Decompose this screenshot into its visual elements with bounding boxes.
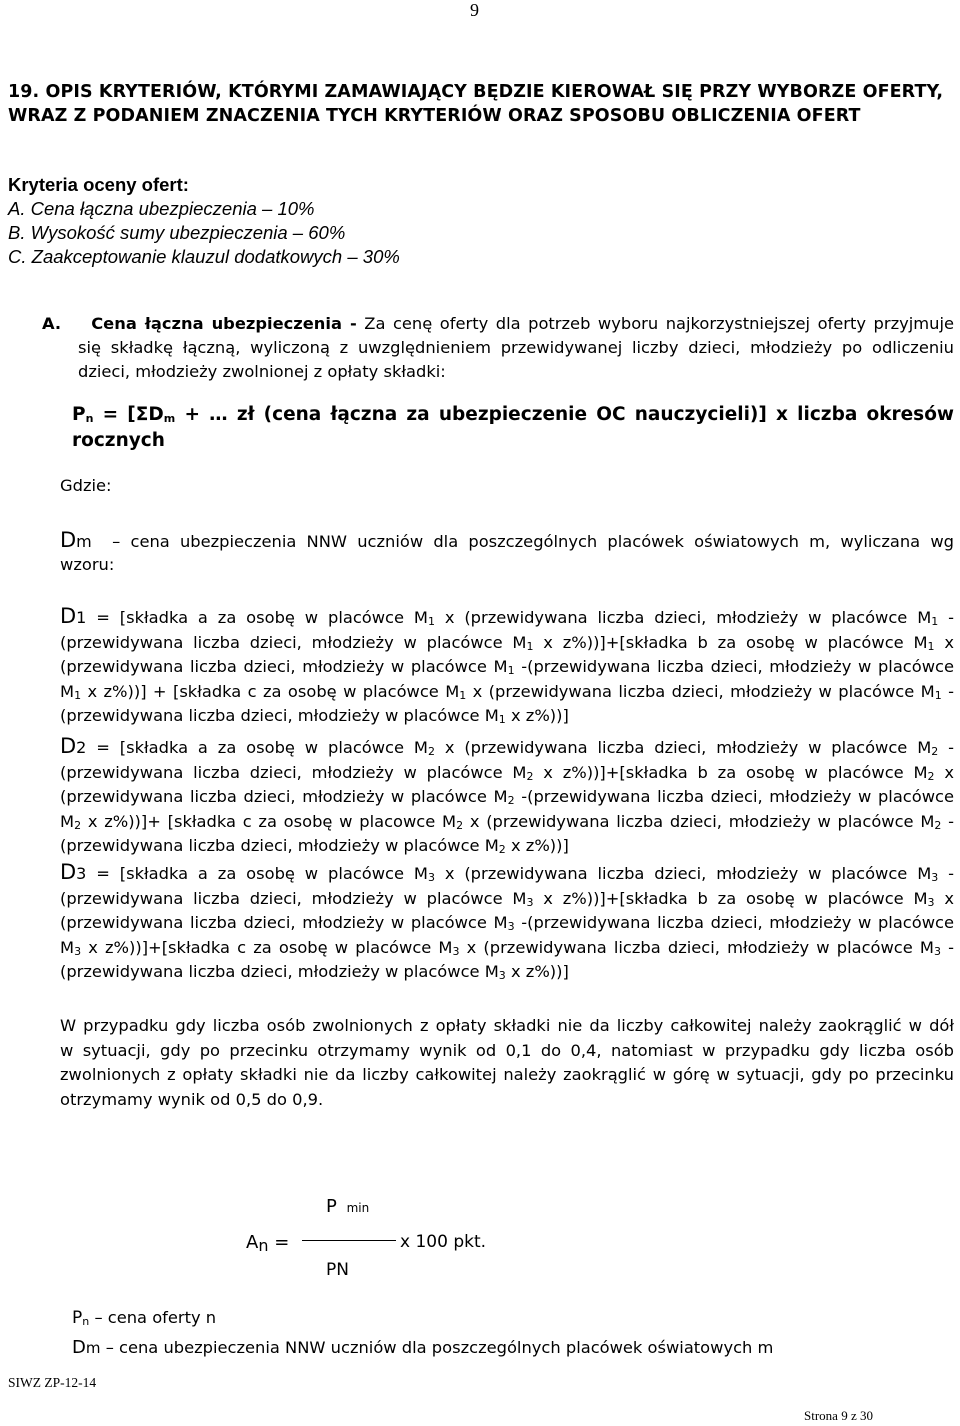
criteria-item-a: A. Cena łączna ubezpieczenia – 10% <box>8 198 315 219</box>
d1-l1c: - <box>948 608 954 627</box>
criteria-item-b: B. Wysokość sumy ubezpieczenia – 60% <box>8 222 346 243</box>
d1-m: 1 <box>498 713 506 726</box>
d3-l5b: x z%))] <box>510 962 569 981</box>
legend-pn-symbol: P <box>72 1308 83 1328</box>
d3-l5a: (przewidywana liczba dzieci, młodzieży w placówce M <box>60 962 499 981</box>
score-multiplier: x 100 pkt. <box>400 1232 487 1252</box>
formula-d1-line1 <box>60 604 954 631</box>
d2-m: 2 <box>934 818 942 832</box>
d3-m: 3 <box>427 871 435 884</box>
formula-d3-line4 <box>60 936 954 961</box>
numerator-sub: min <box>346 1201 370 1215</box>
formula-d2 <box>60 734 954 859</box>
formula-d-sub: m <box>163 412 176 425</box>
legend-dm-symbol: D <box>72 1337 86 1358</box>
d3-l3b: -(przewidywana liczba dzieci, młodzieży w placówce <box>521 913 954 932</box>
d1-l4d: - <box>948 681 954 701</box>
section-heading-line2: WRAZ Z PODANIEM ZNACZENIA TYCH KRYTERIÓW ORAZ SPOSOBU OBLICZENIA OFERT <box>8 106 861 126</box>
d3-m: 3 <box>526 895 534 909</box>
d1-l2a: (przewidywana liczba dzieci, młodzieży w placówce M <box>60 632 527 652</box>
page-number: 9 <box>470 0 479 20</box>
d2-l2b: x z%))]+[składka b za osobę w placówce M <box>543 762 928 782</box>
formula-p-sub: n <box>85 412 94 425</box>
d3-l4c: x (przewidywana liczba dzieci, młodzieży w placówce M <box>466 937 934 957</box>
d1-l4b: x z%))] + [składka c za osobę w placówce M <box>87 681 460 701</box>
d3-l3a: (przewidywana liczba dzieci, młodzieży w placówce M <box>60 913 508 932</box>
legend-pn <box>72 1306 216 1331</box>
dm-symbol: D <box>60 528 77 552</box>
formula-d3-line3 <box>60 911 954 936</box>
lhs-equals: = <box>274 1232 290 1253</box>
d3-l1b: x (przewidywana liczba dzieci, młodzieży w placówce M <box>444 864 932 883</box>
d1-l1a: = [składka a za osobę w placówce M <box>96 608 428 627</box>
d1-symbol: D <box>60 604 77 628</box>
section-a-line1 <box>42 312 954 337</box>
d3-m: 3 <box>452 944 460 958</box>
legend-pn-sub: n <box>82 1315 90 1328</box>
formula-d3 <box>60 860 954 985</box>
dm-line2: wzoru: <box>60 555 115 574</box>
d2-m: 2 <box>456 818 464 832</box>
section-heading-line1: 19. OPIS KRYTERIÓW, KTÓRYMI ZAMAWIAJĄCY BĘDZIE KIEROWAŁ SIĘ PRZY WYBORZE OFERTY, <box>8 82 944 102</box>
dm-sub: m <box>76 532 92 551</box>
legend-dm-sub: m <box>85 1339 101 1357</box>
legend-dm-text: – cena ubezpieczenia NNW uczniów dla poszczególnych placówek oświatowych m <box>105 1338 774 1357</box>
d1-m: 1 <box>526 639 534 653</box>
fraction-line <box>302 1240 396 1241</box>
section-a-text-1: Za cenę oferty dla potrzeb wyboru najkorzystniejszej oferty przyjmuje <box>364 314 954 333</box>
d3-l4a: M <box>60 937 75 957</box>
formula-d2-line4 <box>60 810 954 835</box>
legend-dm <box>72 1336 773 1361</box>
d3-symbol: D <box>60 860 77 884</box>
d1-l2c: x <box>944 632 954 652</box>
d2-l1c: - <box>948 738 954 757</box>
d2-l3a: (przewidywana liczba dzieci, młodzieży w placówce M <box>60 787 508 806</box>
rounding-line-1: W przypadku gdy liczba osób zwolnionych z opłaty składki nie da liczby całkowitej należy zaokrąglić w dół <box>60 1016 954 1035</box>
formula-rest: + … zł (cena łączna za ubezpieczenie OC nauczycieli)] x liczba okresów <box>184 404 954 425</box>
d2-m: 2 <box>507 794 515 807</box>
formula-open: = [ΣD <box>102 404 164 425</box>
d2-l3b: -(przewidywana liczba dzieci, młodzieży w placówce <box>521 787 954 806</box>
formula-d1-line3 <box>60 655 954 680</box>
d3-l1a: = [składka a za osobę w placówce M <box>96 864 428 883</box>
d1-l1b: x (przewidywana liczba dzieci, młodzieży w placówce M <box>444 608 932 627</box>
numerator-p: P <box>326 1196 337 1217</box>
dm-definition <box>60 528 954 555</box>
d2-m: 2 <box>526 769 534 783</box>
d1-l4c: x (przewidywana liczba dzieci, młodzieży w placówce M <box>472 681 935 701</box>
section-a-text-2: się składkę łączną, wyliczoną z uwzględnieniem przewidywanej liczby dzieci, młodzieży po odliczeniu <box>78 338 954 357</box>
d2-l1b: x (przewidywana liczba dzieci, młodzieży w placówce M <box>444 738 932 757</box>
d3-index: 3 <box>76 864 87 883</box>
d3-l4b: x z%))]+[składka c za osobę w placówce M <box>88 937 453 957</box>
rounding-line-3: zwolnionych z opłaty składki nie da liczby całkowitej należy zaokrąglić w górę w sytuacji, gdy po przecinku <box>60 1065 954 1084</box>
d1-l3a: (przewidywana liczba dzieci, młodzieży w placówce M <box>60 657 508 676</box>
d2-l5a: (przewidywana liczba dzieci, młodzieży w placówce M <box>60 836 499 855</box>
section-a-text-3: dzieci, młodzieży zwolnionej z opłaty składki: <box>78 362 446 381</box>
d3-l2a: (przewidywana liczba dzieci, młodzieży w placówce M <box>60 888 527 908</box>
d3-m: 3 <box>931 871 939 884</box>
d3-m: 3 <box>498 969 506 982</box>
formula-p-symbol: P <box>72 404 86 425</box>
formula-pn-line2: rocznych <box>72 430 165 451</box>
d3-m: 3 <box>74 944 82 958</box>
d1-m: 1 <box>931 615 939 628</box>
d2-l4d: - <box>948 811 954 831</box>
dm-text: – cena ubezpieczenia NNW uczniów dla poszczególnych placówek oświatowych m, wyliczana wg <box>112 532 954 551</box>
d1-index: 1 <box>76 608 87 627</box>
d1-m: 1 <box>74 688 82 702</box>
formula-d3-line1 <box>60 860 954 887</box>
formula-d2-line5 <box>60 834 954 859</box>
d1-l5a: (przewidywana liczba dzieci, młodzieży w placówce M <box>60 706 499 725</box>
d3-m: 3 <box>933 944 941 958</box>
formula-d1-line2 <box>60 631 954 656</box>
d2-l4c: x (przewidywana liczba dzieci, młodzieży w placówce M <box>469 811 935 831</box>
score-numerator <box>326 1196 369 1217</box>
d2-l4b: x z%))]+ [składka c za osobę w placowce M <box>87 811 457 831</box>
d3-m: 3 <box>507 920 515 933</box>
d2-m: 2 <box>498 843 506 856</box>
d2-m: 2 <box>931 745 939 758</box>
formula-d1 <box>60 604 954 729</box>
d2-m: 2 <box>927 769 935 783</box>
d2-m: 2 <box>74 818 82 832</box>
d2-m: 2 <box>427 745 435 758</box>
d1-l3b: -(przewidywana liczba dzieci, młodzieży w placówce <box>521 657 954 676</box>
section-a-label: A. <box>42 314 62 333</box>
d1-m: 1 <box>507 664 515 677</box>
formula-d1-line5 <box>60 704 954 729</box>
d2-l5b: x z%))] <box>510 836 569 855</box>
legend-pn-text: – cena oferty n <box>94 1308 217 1327</box>
formula-d2-line2 <box>60 761 954 786</box>
criteria-item-c: C. Zaakceptowanie klauzul dodatkowych – 30% <box>8 246 400 267</box>
d3-l2c: x <box>944 888 954 908</box>
d3-l2b: x z%))]+[składka b za osobę w placówce M <box>543 888 928 908</box>
footer-doc-id: SIWZ ZP-12-14 <box>8 1375 97 1390</box>
d2-l2c: x <box>944 762 954 782</box>
rounding-line-4: otrzymamy wynik od 0,5 do 0,9. <box>60 1089 324 1109</box>
formula-d1-line4 <box>60 680 954 705</box>
formula-pn <box>72 404 954 425</box>
d2-l1a: = [składka a za osobę w placówce M <box>96 738 428 757</box>
d1-m: 1 <box>934 688 942 702</box>
formula-d3-line5 <box>60 960 954 985</box>
score-denominator: PN <box>326 1260 349 1280</box>
rounding-line-2: w sytuacji, gdy po przecinku otrzymamy wynik od 0,1 do 0,4, natomiast w przypadku gdy liczba osób <box>60 1040 954 1060</box>
rounding-paragraph <box>60 1014 954 1112</box>
d2-index: 2 <box>76 738 87 757</box>
formula-d3-line2 <box>60 887 954 912</box>
d1-l5b: x z%))] <box>510 706 569 725</box>
section-a-title: Cena łączna ubezpieczenia - <box>91 314 357 333</box>
d3-l1c: - <box>948 864 954 883</box>
d2-l2a: (przewidywana liczba dzieci, młodzieży w placówce M <box>60 762 527 782</box>
d1-m: 1 <box>927 639 935 653</box>
d2-l4a: M <box>60 811 75 831</box>
lhs-sub: n <box>258 1236 269 1255</box>
d3-m: 3 <box>927 895 935 909</box>
d3-l4d: - <box>948 937 954 957</box>
lhs-a: A <box>246 1232 259 1253</box>
d1-l2b: x z%))]+[składka b za osobę w placówce M <box>543 632 928 652</box>
where-label: Gdzie: <box>60 476 112 495</box>
formula-d2-line1 <box>60 734 954 761</box>
criteria-title: Kryteria oceny ofert: <box>8 174 189 195</box>
d1-l4a: M <box>60 681 75 701</box>
formula-d2-line3 <box>60 785 954 810</box>
d1-m: 1 <box>427 615 435 628</box>
d2-symbol: D <box>60 734 77 758</box>
footer-page-label: Strona 9 z 30 <box>804 1408 873 1423</box>
d1-m: 1 <box>459 688 467 702</box>
score-lhs <box>246 1232 289 1255</box>
